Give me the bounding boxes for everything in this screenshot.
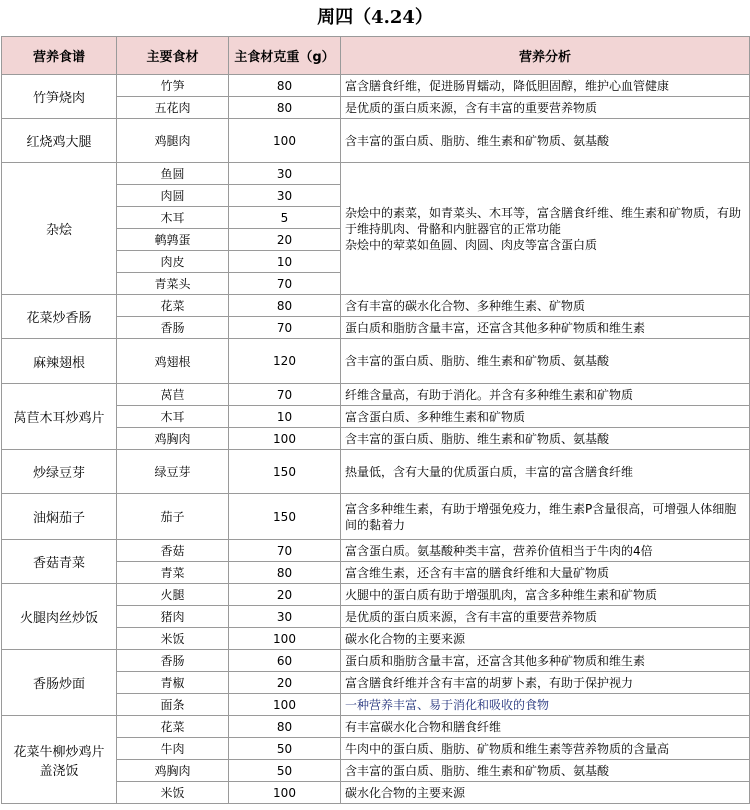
- ingredient-cell: 鸡翅根: [117, 339, 229, 384]
- ingredient-cell: 香肠: [117, 650, 229, 672]
- table-row: [2, 119, 750, 163]
- dish-name: 火腿肉丝炒饭: [2, 584, 117, 650]
- header-analysis: 营养分析: [341, 37, 750, 75]
- page-title: 周四（4.24）: [317, 7, 433, 28]
- table-row: [2, 650, 750, 672]
- weight-cell: 100: [229, 428, 341, 450]
- analysis-cell: 蛋白质和脂肪含量丰富，还富含其他多种矿物质和维生素: [341, 650, 750, 672]
- weight-cell: 80: [229, 562, 341, 584]
- dish-name: 麻辣翅根: [2, 339, 117, 384]
- ingredient-cell: 香菇: [117, 540, 229, 562]
- weight-cell: 30: [229, 163, 341, 185]
- analysis-cell: 有丰富碳水化合物和膳食纤维: [341, 716, 750, 738]
- ingredient-cell: 肉皮: [117, 251, 229, 273]
- ingredient-cell: 香肠: [117, 317, 229, 339]
- ingredient-cell: 竹笋: [117, 75, 229, 97]
- analysis-cell: 蛋白质和脂肪含量丰富，还富含其他多种矿物质和维生素: [341, 317, 750, 339]
- ingredient-cell: 鱼圆: [117, 163, 229, 185]
- analysis-cell: 碳水化合物的主要来源: [341, 628, 750, 650]
- ingredient-cell: 青椒: [117, 672, 229, 694]
- ingredient-cell: 鸡胸肉: [117, 760, 229, 782]
- dish-name: 杂烩: [2, 163, 117, 295]
- ingredient-cell: 五花肉: [117, 97, 229, 119]
- dish-name: 花菜炒香肠: [2, 295, 117, 339]
- ingredient-cell: 牛肉: [117, 738, 229, 760]
- weight-cell: 120: [229, 339, 341, 384]
- header-recipe: 营养食谱: [2, 37, 117, 75]
- weight-cell: 80: [229, 295, 341, 317]
- ingredient-cell: 木耳: [117, 207, 229, 229]
- weight-cell: 50: [229, 738, 341, 760]
- analysis-cell: 是优质的蛋白质来源，含有丰富的重要营养物质: [341, 606, 750, 628]
- weight-cell: 100: [229, 782, 341, 804]
- ingredient-cell: 鸡胸肉: [117, 428, 229, 450]
- analysis-cell: 是优质的蛋白质来源，含有丰富的重要营养物质: [341, 97, 750, 119]
- table-body: [2, 75, 750, 804]
- analysis-cell: 含有丰富的碳水化合物、多种维生素、矿物质: [341, 295, 750, 317]
- ingredient-cell: 火腿: [117, 584, 229, 606]
- dish-name: 竹笋烧肉: [2, 75, 117, 119]
- weight-cell: 20: [229, 584, 341, 606]
- weight-cell: 80: [229, 97, 341, 119]
- ingredient-cell: 肉圆: [117, 185, 229, 207]
- analysis-cell: 纤维含量高，有助于消化。并含有多种维生素和矿物质: [341, 384, 750, 406]
- table-row: [2, 75, 750, 97]
- weight-cell: 70: [229, 317, 341, 339]
- header-weight: 主食材克重（g）: [229, 37, 341, 75]
- ingredient-cell: 青菜头: [117, 273, 229, 295]
- weight-cell: 30: [229, 185, 341, 207]
- weight-cell: 60: [229, 650, 341, 672]
- table-row: [2, 450, 750, 494]
- weight-cell: 10: [229, 406, 341, 428]
- ingredient-cell: 鸡腿肉: [117, 119, 229, 163]
- analysis-cell: 富含多种维生素，有助于增强免疫力，维生素P含量很高，可增强人体细胞间的黏着力: [341, 494, 750, 540]
- analysis-cell: 富含膳食纤维，促进肠胃蠕动，降低胆固醇，维护心血管健康: [341, 75, 750, 97]
- weight-cell: 80: [229, 716, 341, 738]
- table-row: [2, 716, 750, 738]
- analysis-cell: 含丰富的蛋白质、脂肪、维生素和矿物质、氨基酸: [341, 339, 750, 384]
- analysis-cell: 一种营养丰富、易于消化和吸收的食物: [341, 694, 750, 716]
- dish-name: 香菇青菜: [2, 540, 117, 584]
- dish-name: 花菜牛柳炒鸡片 盖浇饭: [2, 716, 117, 804]
- ingredient-cell: 猪肉: [117, 606, 229, 628]
- weight-cell: 80: [229, 75, 341, 97]
- table-row: [2, 295, 750, 317]
- dish-name: 莴苣木耳炒鸡片: [2, 384, 117, 450]
- weight-cell: 150: [229, 450, 341, 494]
- weight-cell: 100: [229, 119, 341, 163]
- ingredient-cell: 青菜: [117, 562, 229, 584]
- table-row: [2, 163, 750, 185]
- weight-cell: 100: [229, 628, 341, 650]
- dish-name: 红烧鸡大腿: [2, 119, 117, 163]
- weight-cell: 5: [229, 207, 341, 229]
- analysis-cell: 含丰富的蛋白质、脂肪、维生素和矿物质、氨基酸: [341, 760, 750, 782]
- analysis-cell: 牛肉中的蛋白质、脂肪、矿物质和维生素等营养物质的含量高: [341, 738, 750, 760]
- weight-cell: 100: [229, 694, 341, 716]
- ingredient-cell: 鹌鹑蛋: [117, 229, 229, 251]
- table-row: [2, 494, 750, 540]
- ingredient-cell: 米饭: [117, 782, 229, 804]
- ingredient-cell: 面条: [117, 694, 229, 716]
- ingredient-cell: 莴苣: [117, 384, 229, 406]
- analysis-cell: 富含蛋白质、多种维生素和矿物质: [341, 406, 750, 428]
- ingredient-cell: 米饭: [117, 628, 229, 650]
- dish-name: 油焖茄子: [2, 494, 117, 540]
- weight-cell: 20: [229, 672, 341, 694]
- table-row: [2, 339, 750, 384]
- ingredient-cell: 花菜: [117, 716, 229, 738]
- table-row: [2, 384, 750, 406]
- ingredient-cell: 木耳: [117, 406, 229, 428]
- nutrition-table: [1, 36, 750, 804]
- analysis-cell: 火腿中的蛋白质有助于增强肌肉，富含多种维生素和矿物质: [341, 584, 750, 606]
- ingredient-cell: 茄子: [117, 494, 229, 540]
- analysis-cell: 富含维生素，还含有丰富的膳食纤维和大量矿物质: [341, 562, 750, 584]
- weight-cell: 20: [229, 229, 341, 251]
- weight-cell: 10: [229, 251, 341, 273]
- analysis-cell: 热量低，含有大量的优质蛋白质，丰富的富含膳食纤维: [341, 450, 750, 494]
- ingredient-cell: 花菜: [117, 295, 229, 317]
- dish-name: 香肠炒面: [2, 650, 117, 716]
- weight-cell: 70: [229, 540, 341, 562]
- table-row: [2, 584, 750, 606]
- weight-cell: 70: [229, 384, 341, 406]
- analysis-cell: 碳水化合物的主要来源: [341, 782, 750, 804]
- analysis-cell: 含丰富的蛋白质、脂肪、维生素和矿物质、氨基酸: [341, 428, 750, 450]
- dish-name: 炒绿豆芽: [2, 450, 117, 494]
- analysis-cell: 杂烩中的素菜，如青菜头、木耳等，富含膳食纤维、维生素和矿物质，有助于维持肌肉、骨骼和内脏器官的正常功能 杂烩中的荤菜如鱼圆、肉圆、肉皮等富含蛋白质: [341, 163, 750, 295]
- weight-cell: 30: [229, 606, 341, 628]
- header-ingredient: 主要食材: [117, 37, 229, 75]
- weight-cell: 50: [229, 760, 341, 782]
- weight-cell: 70: [229, 273, 341, 295]
- weight-cell: 150: [229, 494, 341, 540]
- analysis-cell: 富含膳食纤维并含有丰富的胡萝卜素，有助于保护视力: [341, 672, 750, 694]
- ingredient-cell: 绿豆芽: [117, 450, 229, 494]
- header-row: [2, 37, 750, 75]
- analysis-cell: 含丰富的蛋白质、脂肪、维生素和矿物质、氨基酸: [341, 119, 750, 163]
- table-row: [2, 540, 750, 562]
- analysis-cell: 富含蛋白质。氨基酸种类丰富，营养价值相当于牛肉的4倍: [341, 540, 750, 562]
